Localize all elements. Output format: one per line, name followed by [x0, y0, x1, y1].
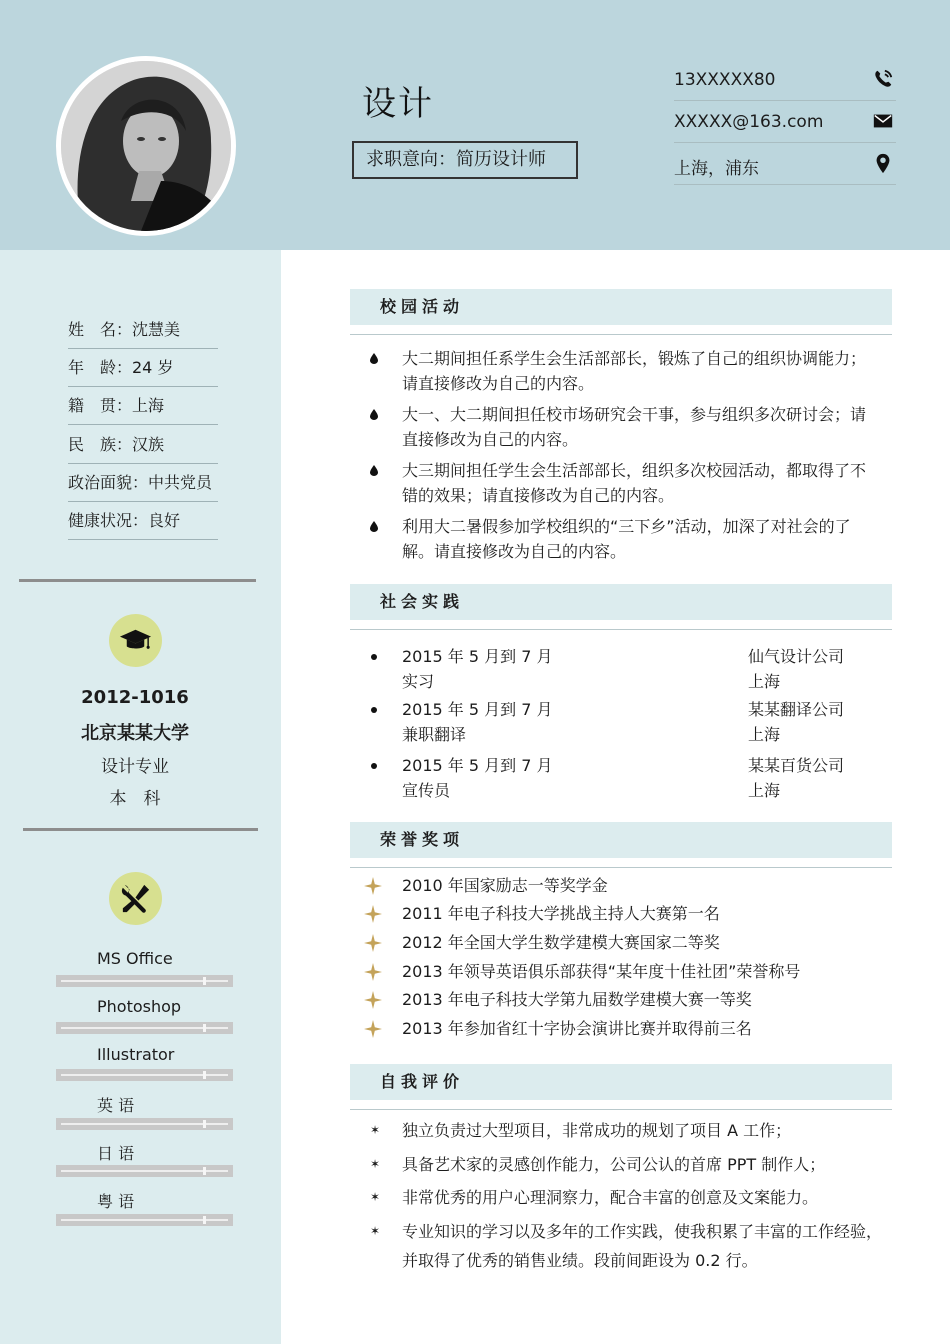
skill-bar [56, 1214, 233, 1226]
profile-photo [56, 56, 236, 236]
practice-company: 仙气设计公司 [748, 647, 845, 666]
email-text: XXXXX@163.com [674, 112, 824, 132]
star-bullet-icon: ✶ [370, 1123, 381, 1137]
phone-icon [872, 68, 894, 90]
four-point-star-icon [364, 905, 382, 923]
list-item: ✶ 独立负责过大型项目，非常成功的规划了项目 A 工作； [370, 1116, 882, 1145]
skill-bar [56, 975, 233, 987]
practice-company: 某某翻译公司 [748, 700, 845, 719]
skill-bar [56, 1118, 233, 1130]
star-bullet-icon: ✶ [370, 1157, 381, 1171]
practice-city: 上海 [748, 781, 781, 800]
droplet-bullet-icon [370, 521, 378, 532]
education-icon-circle [109, 614, 162, 667]
practice-role: 宣传员 [402, 781, 451, 800]
list-item: 2010 年国家励志一等奖学金 [364, 875, 884, 897]
droplet-bullet-icon [370, 465, 378, 476]
list-item: 利用大二暑假参加学校组织的“三下乡”活动，加深了对社会的了解。请直接修改为自己的内容。 [370, 514, 880, 564]
four-point-star-icon [364, 963, 382, 981]
section-title-evaluation: 自我评价 [350, 1064, 892, 1100]
list-item: 2011 年电子科技大学挑战主持人大赛第一名 [364, 903, 884, 925]
practice-city: 上海 [748, 672, 781, 691]
list-item: 大二期间担任系学生会生活部部长，锻炼了自己的组织协调能力；请直接修改为自己的内容。 [370, 346, 880, 396]
list-item: 2013 年电子科技大学第九届数学建模大赛一等奖 [364, 989, 884, 1011]
section-divider [350, 867, 892, 868]
star-bullet-icon: ✶ [370, 1224, 381, 1238]
info-hometown: 籍 贯：上海 [68, 387, 218, 425]
practice-role: 实习 [402, 672, 435, 691]
droplet-bullet-icon [370, 409, 378, 420]
sidebar-divider [23, 828, 258, 831]
four-point-star-icon [364, 1020, 382, 1038]
section-divider [350, 629, 892, 630]
practice-role: 兼职翻译 [402, 725, 467, 744]
skill-bar [56, 1022, 233, 1034]
education-degree: 本 科 [109, 789, 161, 809]
location-pin-icon [872, 152, 894, 174]
info-name: 姓 名：沈慧美 [68, 311, 218, 349]
phone-text: 13XXXXX80 [674, 70, 776, 90]
section-title-practice: 社会实践 [350, 584, 892, 620]
list-item: 2012 年全国大学生数学建模大赛国家二等奖 [364, 932, 884, 954]
four-point-star-icon [364, 934, 382, 952]
envelope-icon [872, 110, 894, 132]
info-age: 年 龄：24 岁 [68, 349, 218, 387]
practice-date: 2015 年 5 月到 7 月 [402, 756, 553, 775]
sidebar-divider [19, 579, 256, 582]
skill-label: Photoshop [97, 997, 182, 1016]
list-item: 大一、大二期间担任校市场研究会干事，参与组织多次研讨会；请直接修改为自己的内容。 [370, 402, 880, 452]
info-ethnicity: 民 族：汉族 [68, 426, 218, 464]
list-item: ✶ 专业知识的学习以及多年的工作实践，使我积累了丰富的工作经验，并取得了优秀的销售业绩。段前间距设为 0.2 行。 [370, 1217, 882, 1275]
contact-phone [674, 58, 896, 101]
candidate-name: 设计 [362, 84, 434, 124]
bullet-dot [371, 707, 377, 713]
graduation-cap-icon [118, 623, 153, 658]
contact-location [674, 142, 896, 185]
star-bullet-icon: ✶ [370, 1190, 381, 1204]
skill-label: 粤 语 [97, 1192, 135, 1211]
skill-label: 英 语 [97, 1096, 135, 1115]
bullet-dot [371, 654, 377, 660]
four-point-star-icon [364, 877, 382, 895]
tools-icon [118, 881, 153, 916]
bullet-dot [371, 763, 377, 769]
practice-company: 某某百货公司 [748, 756, 845, 775]
job-objective: 求职意向：简历设计师 [352, 141, 578, 179]
list-item: 2013 年参加省红十字协会演讲比赛并取得前三名 [364, 1018, 884, 1040]
education-period: 2012-1016 [81, 687, 189, 708]
practice-city: 上海 [748, 725, 781, 744]
list-item: ✶ 具备艺术家的灵感创作能力，公司公认的首席 PPT 制作人； [370, 1150, 882, 1179]
list-item: ✶ 非常优秀的用户心理洞察力，配合丰富的创意及文案能力。 [370, 1183, 882, 1212]
education-major: 设计专业 [101, 757, 169, 777]
education-school: 北京某某大学 [81, 723, 189, 744]
skill-label: 日 语 [97, 1144, 135, 1163]
section-divider [350, 334, 892, 335]
skill-bar [56, 1069, 233, 1081]
droplet-bullet-icon [370, 353, 378, 364]
four-point-star-icon [364, 991, 382, 1009]
practice-date: 2015 年 5 月到 7 月 [402, 700, 553, 719]
section-title-campus: 校园活动 [350, 289, 892, 325]
practice-date: 2015 年 5 月到 7 月 [402, 647, 553, 666]
skill-label: MS Office [97, 949, 173, 968]
skill-bar [56, 1165, 233, 1177]
contact-email [674, 100, 896, 143]
location-text: 上海，浦东 [674, 159, 759, 179]
section-divider [350, 1109, 892, 1110]
info-political-status: 政治面貌：中共党员 [68, 464, 218, 502]
list-item: 大三期间担任学生会生活部部长，组织多次校园活动，都取得了不错的效果；请直接修改为自己的内容。 [370, 458, 880, 508]
info-health: 健康状况：良好 [68, 502, 218, 540]
section-title-honors: 荣誉奖项 [350, 822, 892, 858]
skill-label: Illustrator [97, 1045, 175, 1064]
list-item: 2013 年领导英语俱乐部获得“某年度十佳社团”荣誉称号 [364, 961, 884, 983]
skills-icon-circle [109, 872, 162, 925]
